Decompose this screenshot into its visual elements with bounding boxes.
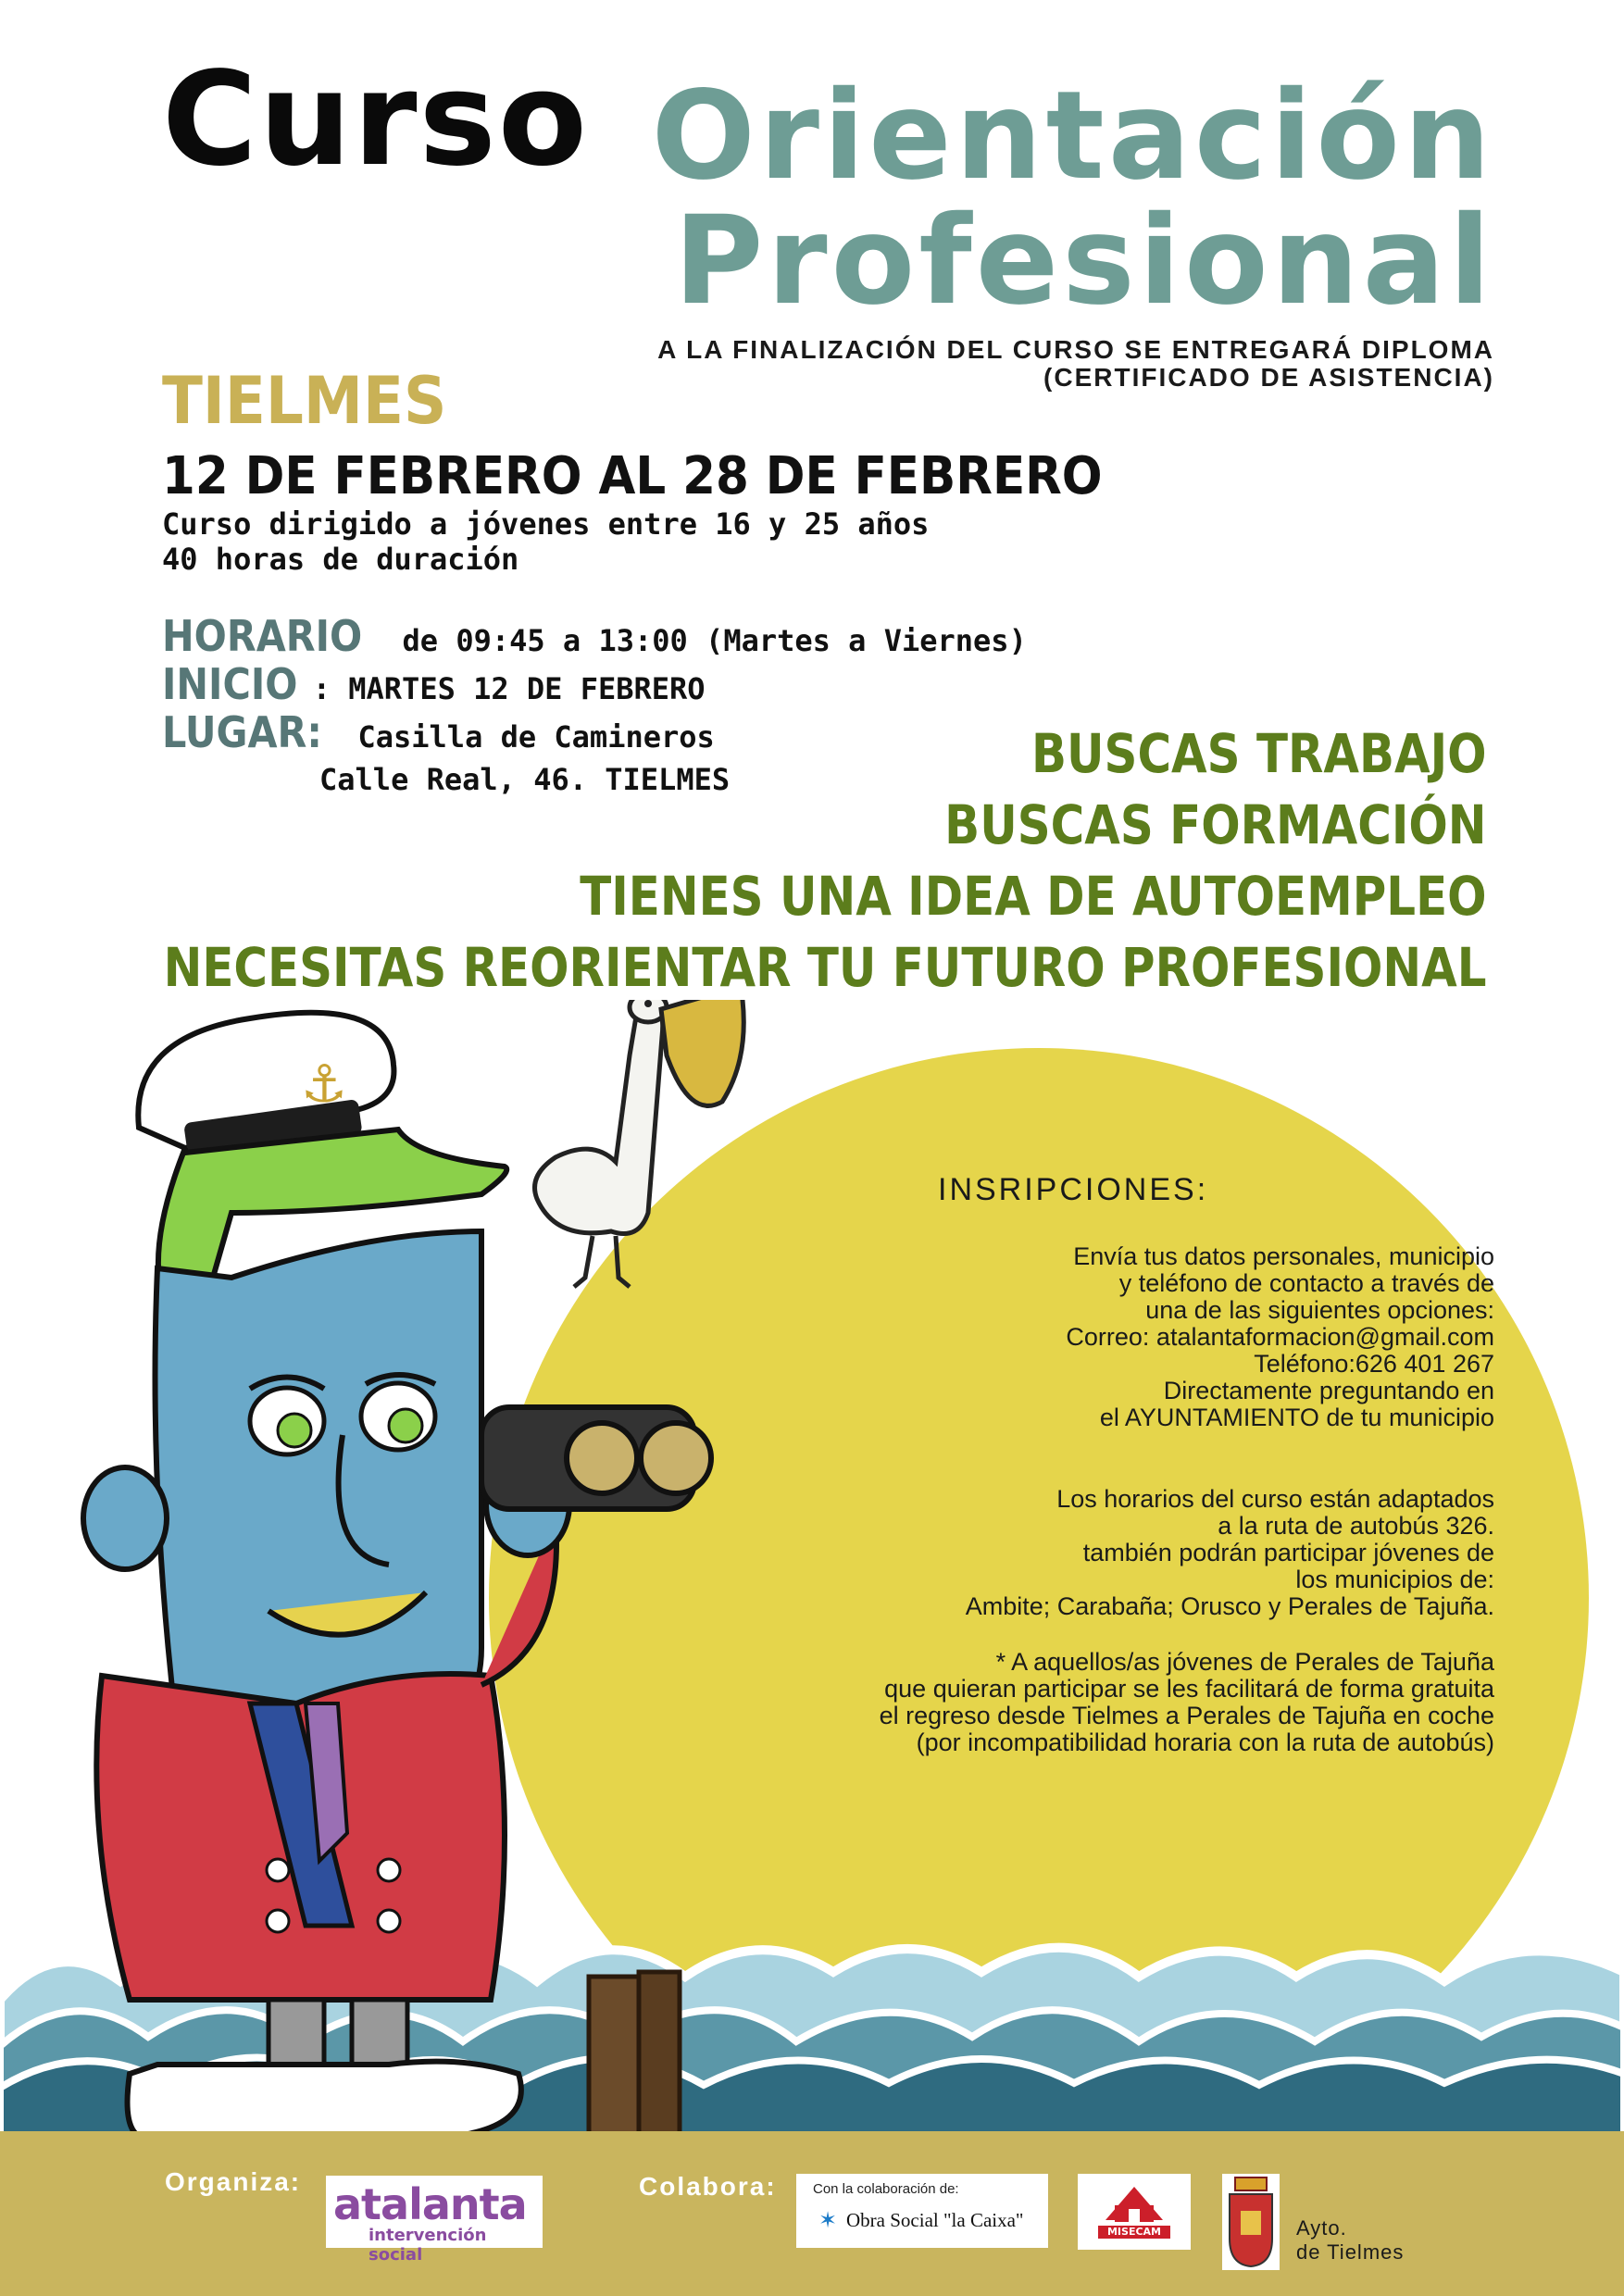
diploma-line-2: (CERTIFICADO DE ASISTENCIA) xyxy=(1043,362,1494,392)
bus-line: Los horarios del curso están adaptados xyxy=(1056,1485,1494,1513)
contact-line: Envía tus datos personales, municipio xyxy=(1073,1242,1494,1270)
course-title xyxy=(651,65,1494,332)
question-item: NECESITAS REORIENTAR TU FUTURO PROFESIONAL xyxy=(164,936,1487,999)
question-item: BUSCAS FORMACIÓN xyxy=(944,793,1487,856)
question-item: BUSCAS TRABAJO xyxy=(1031,722,1487,785)
atalanta-logo-name: atalanta xyxy=(333,2179,527,2229)
contact-line: Directamente preguntando en xyxy=(1163,1377,1494,1404)
bus-line: también podrán participar jóvenes de xyxy=(1082,1539,1494,1566)
ayto-line-1: Ayto. xyxy=(1296,2216,1347,2240)
horario-row xyxy=(162,611,1027,661)
note-line: * A aquellos/as jóvenes de Perales de Tajuña xyxy=(995,1648,1494,1676)
bus-line: los municipios de: xyxy=(1295,1566,1494,1593)
lugar-address: Calle Real, 46. TIELMES xyxy=(319,762,731,797)
note-line: que quieran participar se les facilitará de forma gratuita xyxy=(884,1675,1494,1703)
coat-of-arms-icon xyxy=(1222,2174,1280,2270)
atalanta-logo-sub: intervención social xyxy=(369,2226,487,2265)
diploma-line-1: A LA FINALIZACIÓN DEL CURSO SE ENTREGARÁ DIPLOMA xyxy=(657,335,1494,364)
atalanta-logo xyxy=(326,2176,543,2265)
ayto-line-2: de Tielmes xyxy=(1296,2240,1405,2264)
diploma-note xyxy=(657,336,1494,392)
location-heading: TIELMES xyxy=(162,363,447,439)
misecam-logo xyxy=(1078,2174,1191,2250)
caixa-logo xyxy=(796,2174,1048,2248)
inicio-label: INICIO xyxy=(162,659,298,709)
bus-line: Ambite; Carabaña; Orusco y Perales de Tajuña. xyxy=(965,1592,1494,1620)
audience-text: Curso dirigido a jóvenes entre 16 y 25 años xyxy=(162,506,930,542)
contact-line: una de las siguientes opciones: xyxy=(1145,1296,1494,1324)
contact-line: Teléfono:626 401 267 xyxy=(1254,1350,1494,1378)
contact-line: Correo: atalantaformacion@gmail.com xyxy=(1066,1323,1494,1351)
course-details xyxy=(162,507,929,578)
misecam-building-icon xyxy=(1078,2174,1191,2229)
misecam-logo-text: MISECAM xyxy=(1098,2226,1170,2239)
contact-line: y teléfono de contacto a través de xyxy=(1118,1269,1494,1297)
contact-block xyxy=(1066,1243,1494,1431)
wooden-post xyxy=(589,1977,641,2139)
tielmes-shield-logo xyxy=(1222,2174,1280,2270)
horario-label: HORARIO xyxy=(162,611,363,661)
lugar-value: Casilla de Camineros xyxy=(340,719,715,755)
bus-line: a la ruta de autobús 326. xyxy=(1218,1512,1494,1540)
note-block xyxy=(880,1649,1494,1756)
lugar-label: LUGAR: xyxy=(162,707,322,757)
ayto-tielmes-label xyxy=(1296,2216,1404,2265)
inicio-value: : MARTES 12 DE FEBRERO xyxy=(312,671,706,706)
anchor-icon: ⚓ xyxy=(301,1054,348,1115)
question-item: TIENES UNA IDEA DE AUTOEMPLEO xyxy=(580,865,1487,928)
curso-word: Curso xyxy=(162,44,589,195)
caixa-star-icon: ✶ xyxy=(818,2207,838,2233)
inicio-row xyxy=(162,659,706,709)
pelican-icon xyxy=(535,1000,744,1287)
title-line-2: Profesional xyxy=(673,189,1494,332)
organiza-label: Organiza: xyxy=(165,2167,302,2196)
note-line: el regreso desde Tielmes a Perales de Tajuña en coche xyxy=(879,1702,1494,1729)
note-line: (por incompatibilidad horaria con la ruta de autobús) xyxy=(916,1728,1494,1756)
course-dates: 12 DE FEBRERO AL 28 DE FEBRERO xyxy=(162,446,1103,506)
contact-line: el AYUNTAMIENTO de tu municipio xyxy=(1099,1404,1494,1431)
caixa-logo-line2: Obra Social "la Caixa" xyxy=(846,2209,1024,2231)
bus-block xyxy=(966,1486,1494,1620)
title-line-1: Orientación xyxy=(651,65,1494,207)
colabora-label: Colabora: xyxy=(639,2172,777,2201)
caixa-logo-line1: Con la colaboración de: xyxy=(813,2181,959,2197)
duration-text: 40 horas de duración xyxy=(162,541,519,577)
question-list xyxy=(0,718,1487,1004)
horario-value: de 09:45 a 13:00 (Martes a Viernes) xyxy=(384,623,1027,658)
inscripciones-title: INSRIPCIONES: xyxy=(938,1172,1209,1207)
